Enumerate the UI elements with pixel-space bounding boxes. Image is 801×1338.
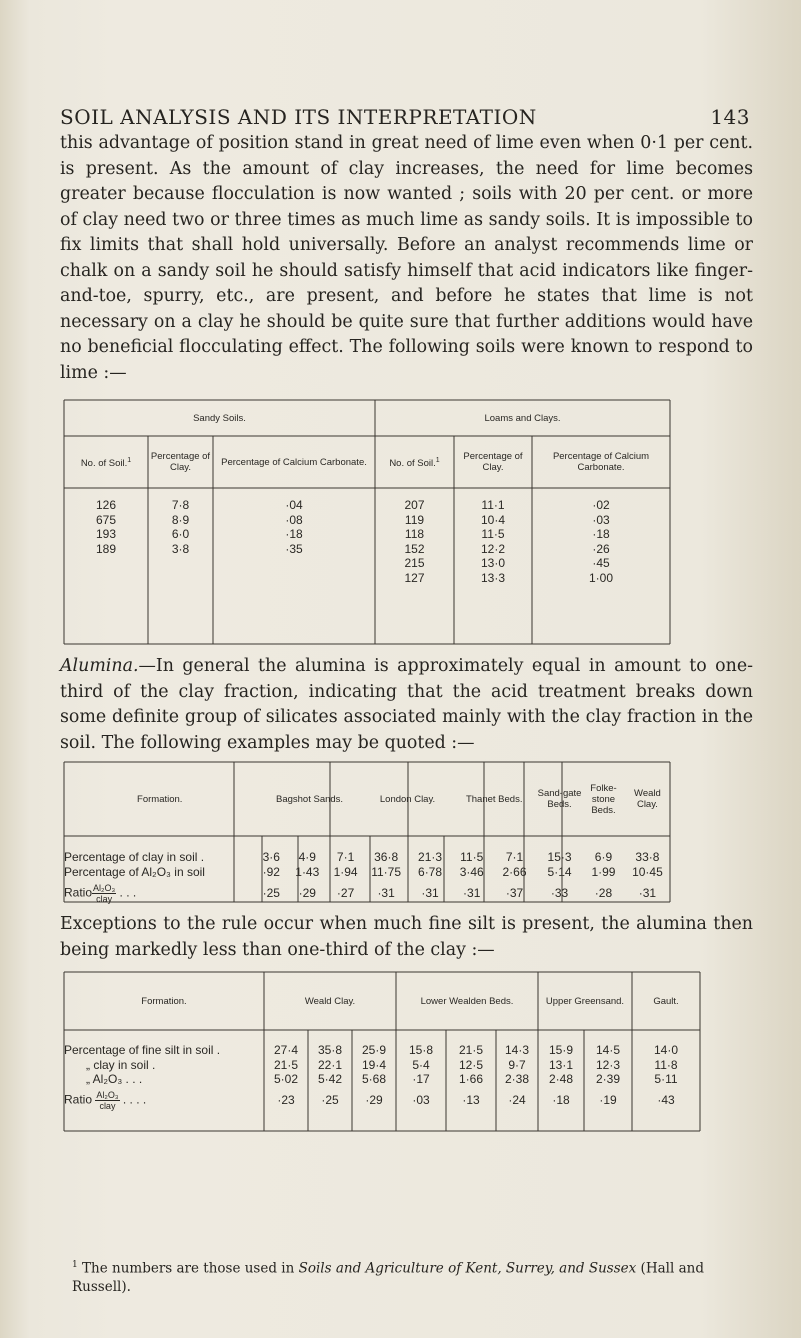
ratio-fraction: $\frac{\text{Al₂O₃}}{\text{clay}}$ — [93, 882, 116, 904]
table-row: „ Al₂O₃ . . . 5·02 5·42 5·68 ·17 1·66 2·38 2·48 2·39 5·11 — [86, 1072, 678, 1086]
table-row: Percentage of fine silt in soil . 27·4 35·8 25·9 15·8 21·5 14·3 15·9 14·5 14·0 — [64, 1043, 679, 1057]
table-row: Percentage of Al₂O₃ in soil ·92 1·43 1·94 11·75 6·78 3·46 2·66 5·14 1·99 10·45 — [64, 864, 663, 879]
ratio-fraction: $\frac{\text{Al₂O₃}}{\text{clay}}$ — [96, 1090, 119, 1111]
paragraph-lime-text: this advantage of position stand in great need of lime even when 0·1 per cent. is present. As the amount of clay increases, the need for lime becomes greater because flocculation is now wanted ; soils with 20 per cent. or more of clay need two or three times as much lime as sandy soils. It is impossible to fix limits that shall hold universally. Before an analyst recommends lime or chalk on a sandy soil he should satisfy himself that acid indicators like finger-and-toe, spurry, etc., are present, and before he states that lime is not necessary on a clay he should be quite sure that further additions would have no beneficial flocculating effect. The following soils were known to respond to lime :— — [60, 133, 753, 383]
header-bagshot: Bagshot Sands. — [276, 793, 344, 805]
header-lower-wealden: Lower Wealden Beds. — [420, 995, 514, 1007]
header-caco3-pct: Percentage of Calcium Carbonate. — [552, 451, 650, 473]
table-row: 193 6·0 ·18 118 11·5 ·18 — [95, 527, 610, 541]
table-row: „ clay in soil . 21·5 22·1 19·4 5·4 12·5 9·7 13·1 12·3 11·8 — [86, 1057, 678, 1072]
table-row: 126 7·8 ·04 207 11·1 ·02 — [95, 498, 610, 512]
header-folkestone: Folke-stone Beds. — [590, 782, 617, 816]
footnote-mark: 1 — [72, 1260, 78, 1270]
page-number: 143 — [710, 105, 750, 129]
footnote-book-title: Soils and Agriculture of Kent, Surrey, and Sussex — [298, 1260, 637, 1277]
table-row: Ratio $\frac{\text{Al₂O₃}}{\text{clay}}$ . . . ·25 ·29 ·27 ·31 ·31 ·31 ·37 ·33 ·28 ·31 — [64, 882, 657, 904]
header-clay-pct: Percentage of Clay. — [150, 451, 211, 473]
table-row: 215 13·0 ·45 — [404, 556, 610, 570]
header-formation: Formation. — [137, 793, 183, 805]
paragraph-alumina-text: —In general the alumina is approximately equal in amount to one-third of the clay fraction, indicating that the acid treatment breaks down some definite group of silicates associated mainly with the clay fraction in the soil. The following examples may be quoted :— — [60, 656, 753, 753]
header-sandgate: Sand-gate Beds. — [537, 788, 582, 810]
header-thanet: Thanet Beds. — [465, 793, 523, 805]
header-london: London Clay. — [379, 793, 436, 805]
table-row: 189 3·8 ·35 152 12·2 ·26 — [95, 541, 610, 556]
header-gault: Gault. — [653, 995, 679, 1007]
header-caco3-pct: Percentage of Calcium Carbonate. — [221, 456, 367, 468]
header-upper-greensand: Upper Greensand. — [545, 995, 625, 1007]
header-weald: Weald Clay. — [304, 995, 356, 1007]
footnote: $^1$ The numbers are those used in Soils and Agriculture of Kent, Surrey, and Sussex (Hall and Russell). — [72, 1260, 704, 1295]
group-sandy-soils: Sandy Soils. — [193, 412, 246, 424]
group-loams-clays: Loams and Clays. — [484, 412, 561, 424]
table-row: 127 13·3 1·00 — [404, 570, 614, 585]
table-row: Percentage of clay in soil . 3·6 4·9 7·1 36·8 21·3 11·5 7·1 15·3 6·9 33·8 — [64, 850, 660, 864]
header-soil-no: No. of Soil.$^1$ — [80, 456, 132, 470]
header-soil-no: No. of Soil.$^1$ — [389, 456, 440, 470]
running-head-title: SOIL ANALYSIS AND ITS INTERPRETATION — [60, 105, 537, 129]
table-row: Ratio $\frac{\text{Al₂O₃}}{\text{clay}}$ . . . . ·23 ·25 ·29 ·03 ·13 ·24 ·18 ·19 ·43 — [64, 1090, 675, 1111]
paragraph-alumina-title: Alumina. — [60, 656, 139, 676]
paragraph-exceptions-text: Exceptions to the rule occur when much fine silt is present, the alumina then being markedly less than one-third of the clay :— — [60, 914, 753, 960]
header-formation: Formation. — [141, 995, 187, 1007]
header-weald: Weald Clay. — [634, 788, 661, 810]
table-row: 675 8·9 ·08 119 10·4 ·03 — [95, 512, 610, 527]
header-clay-pct: Percentage of Clay. — [463, 451, 523, 473]
